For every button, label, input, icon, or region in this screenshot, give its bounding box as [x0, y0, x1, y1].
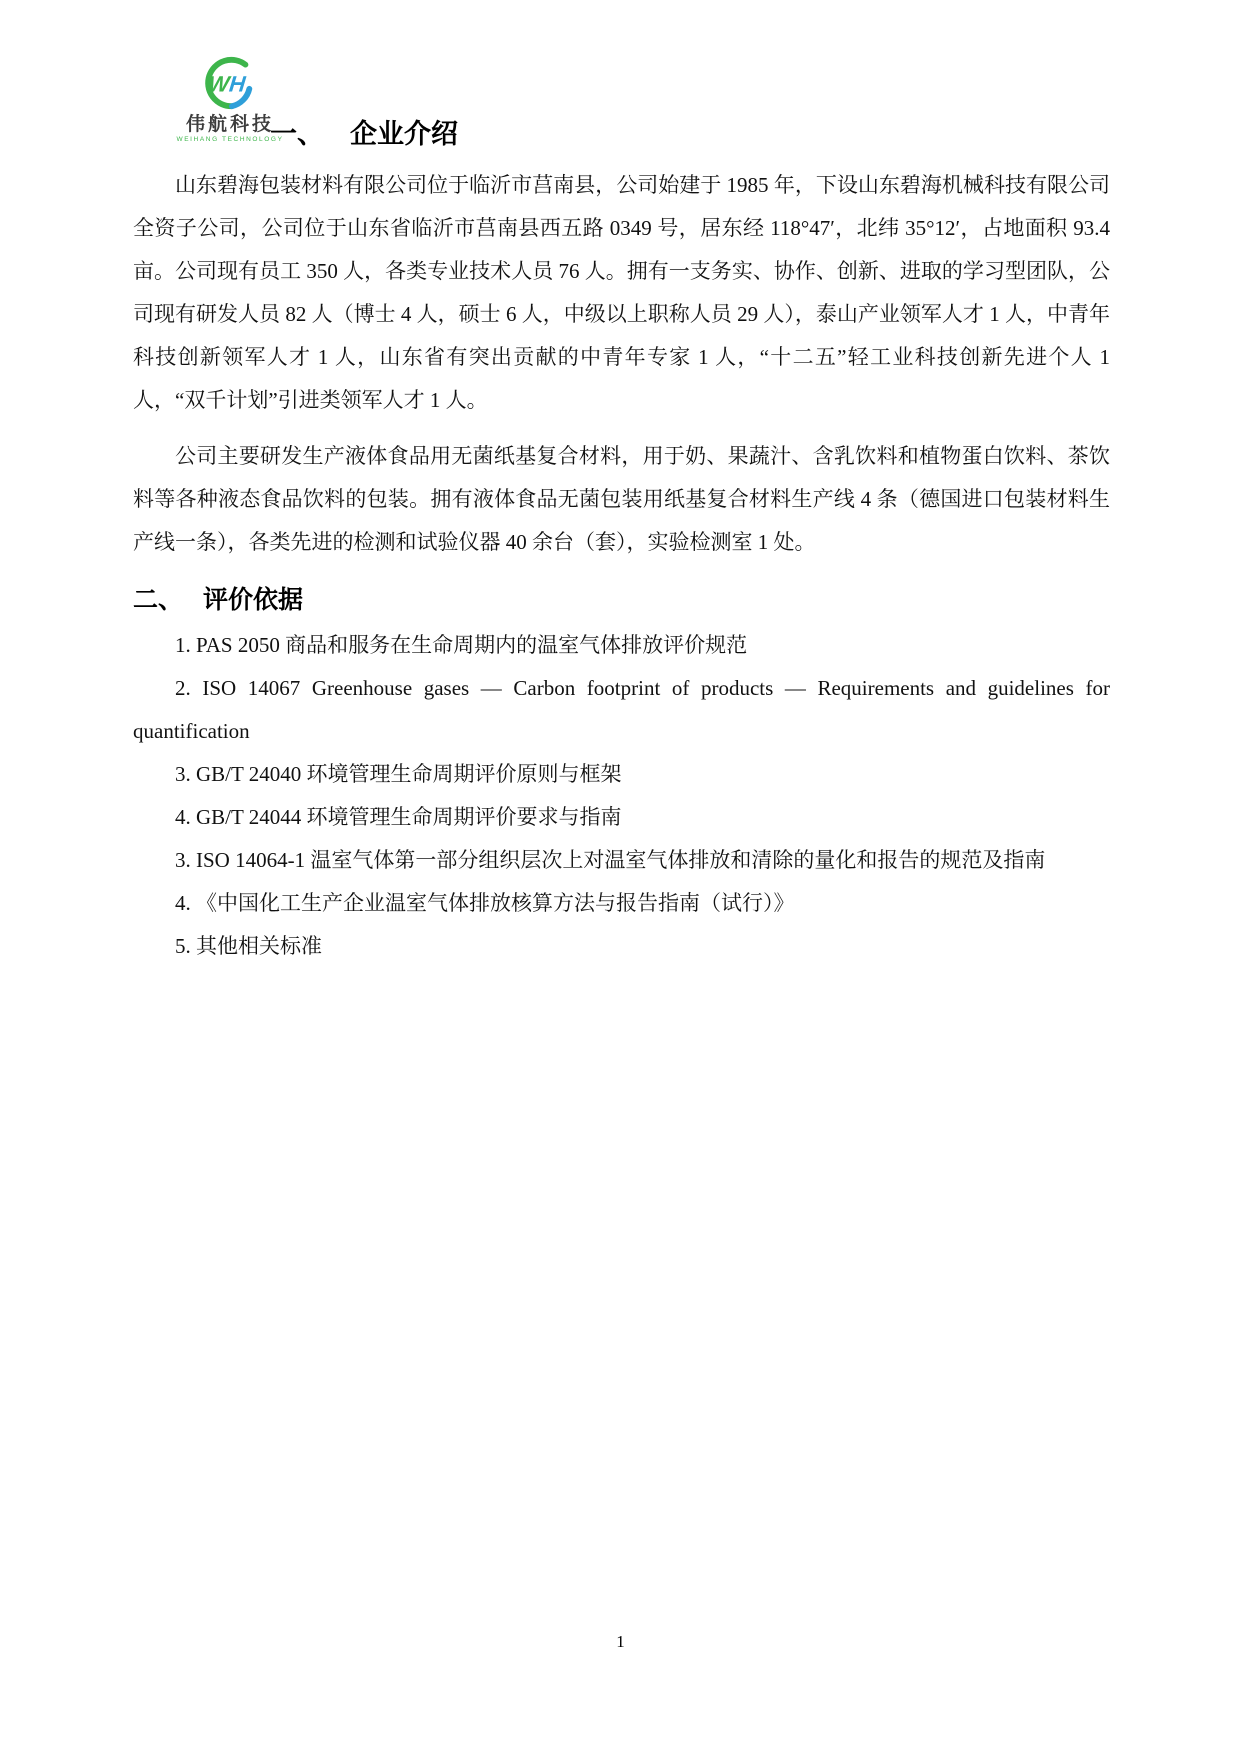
section2-title: 评价依据	[203, 586, 304, 614]
section2-heading	[133, 580, 1110, 616]
list-item: 4. 《中国化工生产企业温室气体排放核算方法与报告指南（试行）》	[175, 891, 795, 915]
list-item: 2. ISO 14067 Greenhouse gases — Carbon footprint of products — Requirements and guidelines for quantification	[133, 676, 1110, 743]
section1-title: 企业介绍	[350, 119, 458, 149]
paragraph-company-intro-1: 山东碧海包装材料有限公司位于临沂市莒南县，公司始建于 1985 年，下设山东碧海机械科技有限公司全资子公司，公司位于山东省临沂市莒南县西五路 0349 号，居东经 118°47′，北纬 35°12′，占地面积 93.4 亩。公司现有员工 350 人，各类专业技术人员 76 人。拥有一支务实、协作、创新、进取的学习型团队，公司现有研发人员 82 人（博士 4 人，硕士 6 人，中级以上职称人员 29 人），泰山产业领军人才 1 人，中青年科技创新领军人才 1 人，山东省有突出贡献的中青年专家 1 人，“十二五”轻工业科技创新先进个人 1 人，“双千计划”引进类领军人才 1 人。	[133, 173, 1110, 412]
paragraph-company-intro-2: 公司主要研发生产液体食品用无菌纸基复合材料，用于奶、果蔬汁、含乳饮料和植物蛋白饮料、茶饮料等各种液态食品饮料的包装。拥有液体食品无菌包装用纸基复合材料生产线 4 条（德国进口包装材料生产线一条），各类先进的检测和试验仪器 40 余台（套），实验检测室 1 处。	[133, 444, 1110, 554]
logo-text-en: WEIHANG TECHNOLOGY	[176, 136, 284, 143]
logo-monogram-w: W	[207, 71, 231, 97]
page-number: 1	[616, 1632, 625, 1651]
logo-text-cn: 伟航科技	[185, 114, 274, 135]
logo-swirl-icon	[201, 54, 259, 112]
company-logo	[170, 54, 290, 144]
svg-text:WH	[207, 72, 248, 97]
section1-heading	[270, 112, 1110, 151]
list-item: 4. GB/T 24044 环境管理生命周期评价要求与指南	[175, 805, 622, 829]
list-item: 5. 其他相关标准	[175, 934, 322, 958]
section2-number: 二、	[133, 586, 184, 614]
list-item: 3. GB/T 24040 环境管理生命周期评价原则与框架	[175, 762, 622, 786]
list-item: 3. ISO 14064-1 温室气体第一部分组织层次上对温室气体排放和清除的量化和报告的规范及指南	[175, 848, 1046, 872]
logo-monogram-h: H	[227, 71, 247, 97]
section1-number: 一、	[270, 119, 324, 149]
list-item: 1. PAS 2050 商品和服务在生命周期内的温室气体排放评价规范	[175, 633, 748, 657]
